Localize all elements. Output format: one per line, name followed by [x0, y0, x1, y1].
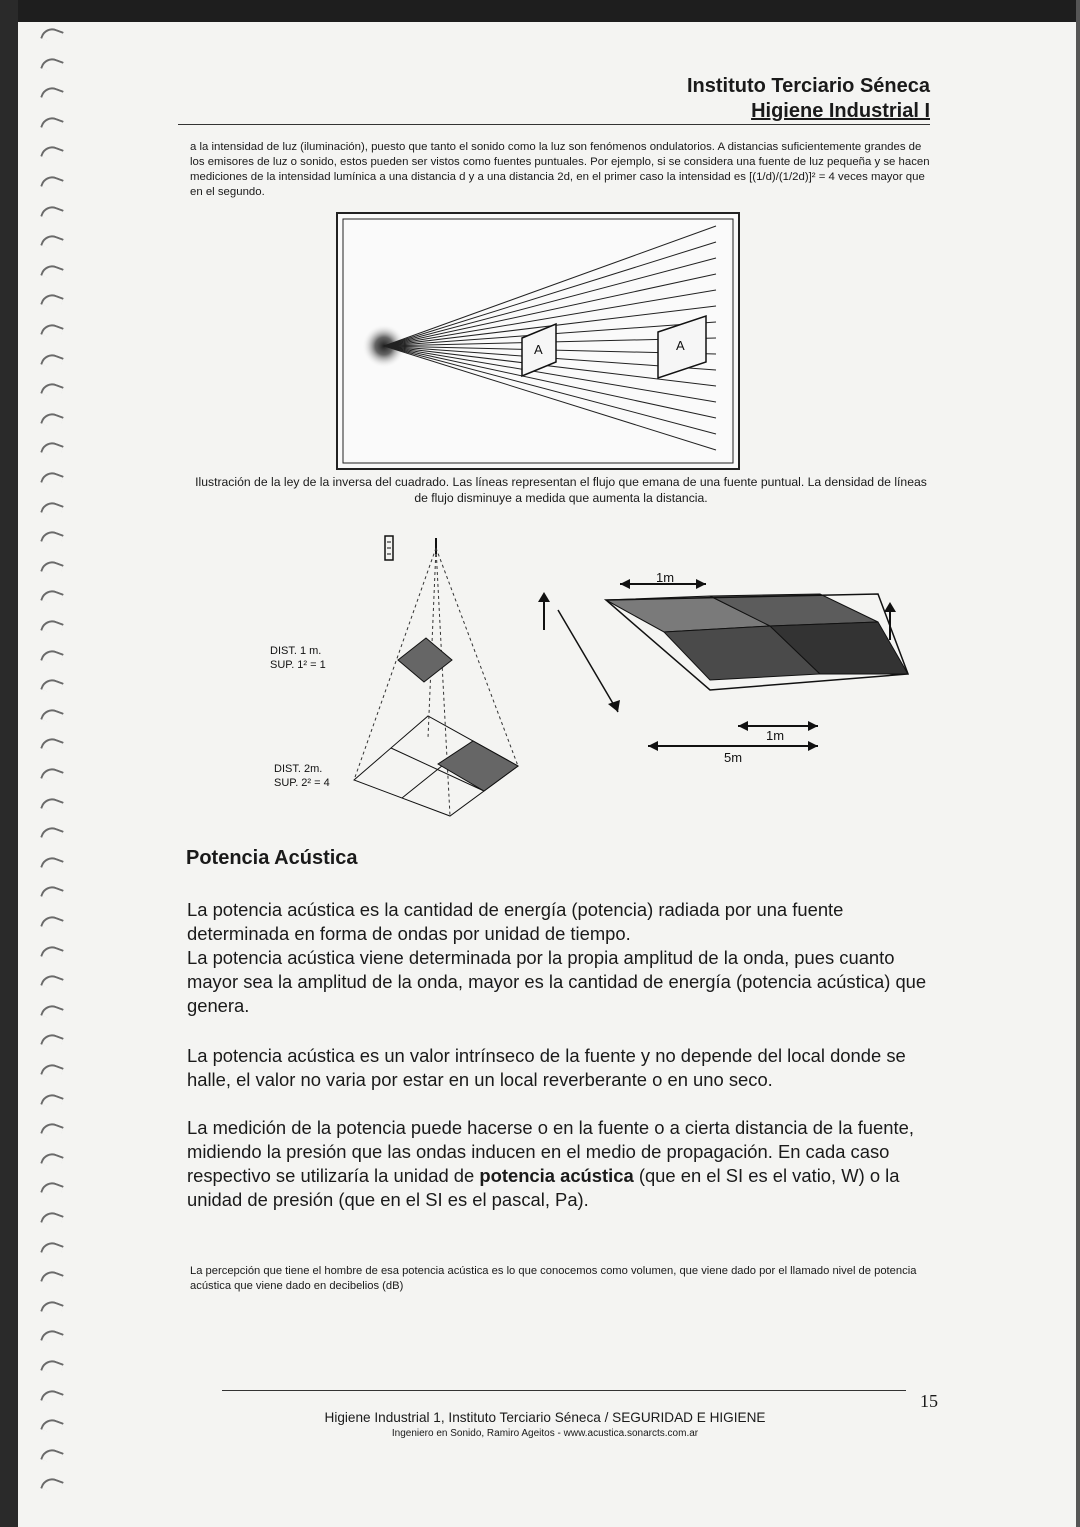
paragraph-2: La potencia acústica viene determinada por la propia amplitud de la onda, pues cuanto mayor sea la amplitud de la onda, mayor es la cantidad de energía (potencia acústica) que genera. [187, 947, 927, 1016]
binding-ring [40, 439, 64, 459]
binding-ring [40, 1327, 64, 1347]
header-subject: Higiene Industrial I [751, 100, 930, 122]
sup2-label: SUP. 2² = 4 [274, 777, 330, 789]
binding-ring [40, 1031, 64, 1051]
binding-ring [40, 410, 64, 430]
binding-ring [40, 1120, 64, 1140]
paragraph-4-start: La medición de la potencia puede hacerse o en la fuente o a cierta distancia de la fuente, midiendo la presión que las ondas inducen en el medio de propagación. En cada caso respectivo se utilizaría la unidad de [187, 1117, 914, 1186]
binding-ring [40, 765, 64, 785]
binding-ring [40, 262, 64, 282]
bottom-dim-label-1: 1m [766, 728, 785, 743]
binding-ring [40, 232, 64, 252]
binding-ring [40, 380, 64, 400]
binding-ring [40, 528, 64, 548]
binding-ring [40, 1298, 64, 1318]
bottom-dim-label-2: 5m [724, 750, 743, 765]
scan-left-edge [0, 0, 18, 1527]
dist2-label: DIST. 2m. [274, 763, 323, 775]
header-institution: Instituto Terciario Séneca [686, 75, 930, 97]
panel-dimension-diagram [528, 570, 918, 780]
area-near-label: A [534, 342, 543, 357]
intro-paragraph: a la intensidad de luz (iluminación), puesto que tanto el sonido como la luz son fenómenos ondulatorios. A distancias suficientemente grandes de los emisores de luz o sonido, estos pueden ser vistos como fuentes puntuales. Por ejemplo, si se considera una fuente de luz pequeña y se hacen mediciones de la intensidad lumínica a una distancia d y a una distancia 2d, en el primer caso la intensidad es [(1/d)/(1/2d)]² = 4 veces mayor que en el segundo. [190, 141, 930, 198]
binding-ring [40, 114, 64, 134]
surface-2m-quarter [438, 741, 518, 791]
binding-ring [40, 706, 64, 726]
binding-ring [40, 55, 64, 75]
paragraph-4-bold: potencia acústica [479, 1165, 634, 1186]
area-far-label: A [676, 338, 685, 353]
binding-ring [40, 1061, 64, 1081]
binding-ring [40, 558, 64, 578]
scan-right-edge [1076, 0, 1080, 1527]
binding-ring [40, 1268, 64, 1288]
binding-ring [40, 291, 64, 311]
binding-ring [40, 1446, 64, 1466]
binding-ring [40, 854, 64, 874]
binding-ring [40, 587, 64, 607]
binding-ring [40, 1091, 64, 1111]
binding-ring [40, 1209, 64, 1229]
dist1-label: DIST. 1 m. [270, 645, 322, 657]
binding-ring [40, 647, 64, 667]
binding-ring [40, 883, 64, 903]
binding-ring [40, 1179, 64, 1199]
paragraph-4 [187, 1116, 937, 1212]
paragraph-3: La potencia acústica es un valor intrínseco de la fuente y no depende del local donde se halle, el valor no varia por estar en un local reverberante o en uno seco. [187, 1045, 906, 1090]
binding-ring [40, 351, 64, 371]
pyramid-distance-diagram [250, 526, 540, 826]
paragraph-4-end: (que en el SI es el vatio, W) o la unidad de presión (que en el SI es el pascal, Pa). [187, 1165, 900, 1210]
binding-ring [40, 84, 64, 104]
binding-ring [40, 795, 64, 815]
binding-ring [40, 173, 64, 193]
paragraph-1: La potencia acústica es la cantidad de energía (potencia) radiada por una fuente determinada en forma de ondas por unidad de tiempo. [187, 899, 844, 944]
binding-ring [40, 499, 64, 519]
binding-ring [40, 735, 64, 755]
binding-ring [40, 143, 64, 163]
surface-1m [398, 638, 452, 682]
binding-ring [40, 1387, 64, 1407]
binding-ring [40, 676, 64, 696]
spiral-binding [36, 28, 76, 1508]
footnote-paragraph: La percepción que tiene el hombre de esa potencia acústica es lo que conocemos como volumen, que viene dado por el llamado nivel de potencia acústica que viene dado en decibelios (dB) [190, 1265, 917, 1292]
binding-ring [40, 1002, 64, 1022]
binding-ring [40, 913, 64, 933]
footer-title: Higiene Industrial 1, Instituto Terciario Séneca / SEGURIDAD E HIGIENE [324, 1410, 766, 1425]
scan-top-edge [0, 0, 1080, 22]
footer-author: Ingeniero en Sonido, Ramiro Ageitos - www.acustica.sonarcts.com.ar [391, 1428, 699, 1439]
header-rule [178, 124, 930, 125]
binding-ring [40, 203, 64, 223]
page-number: 15 [920, 1391, 938, 1411]
figure1-caption: Ilustración de la ley de la inversa del cuadrado. Las líneas representan el flujo que emana de una fuente puntual. La densidad de líneas de flujo disminuye a medida que aumenta la distancia. [195, 475, 927, 505]
section-heading: Potencia Acústica [186, 847, 358, 869]
binding-ring [40, 469, 64, 489]
inverse-square-illustration [336, 212, 740, 470]
binding-ring [40, 1475, 64, 1495]
binding-ring [40, 617, 64, 637]
binding-ring [40, 25, 64, 45]
sup1-label: SUP. 1² = 1 [270, 659, 326, 671]
binding-ring [40, 1416, 64, 1436]
binding-ring [40, 1150, 64, 1170]
binding-ring [40, 1357, 64, 1377]
top-dim-label: 1m [656, 570, 675, 585]
binding-ring [40, 824, 64, 844]
binding-ring [40, 1239, 64, 1259]
binding-ring [40, 321, 64, 341]
footer-rule [222, 1390, 906, 1391]
binding-ring [40, 972, 64, 992]
binding-ring [40, 943, 64, 963]
